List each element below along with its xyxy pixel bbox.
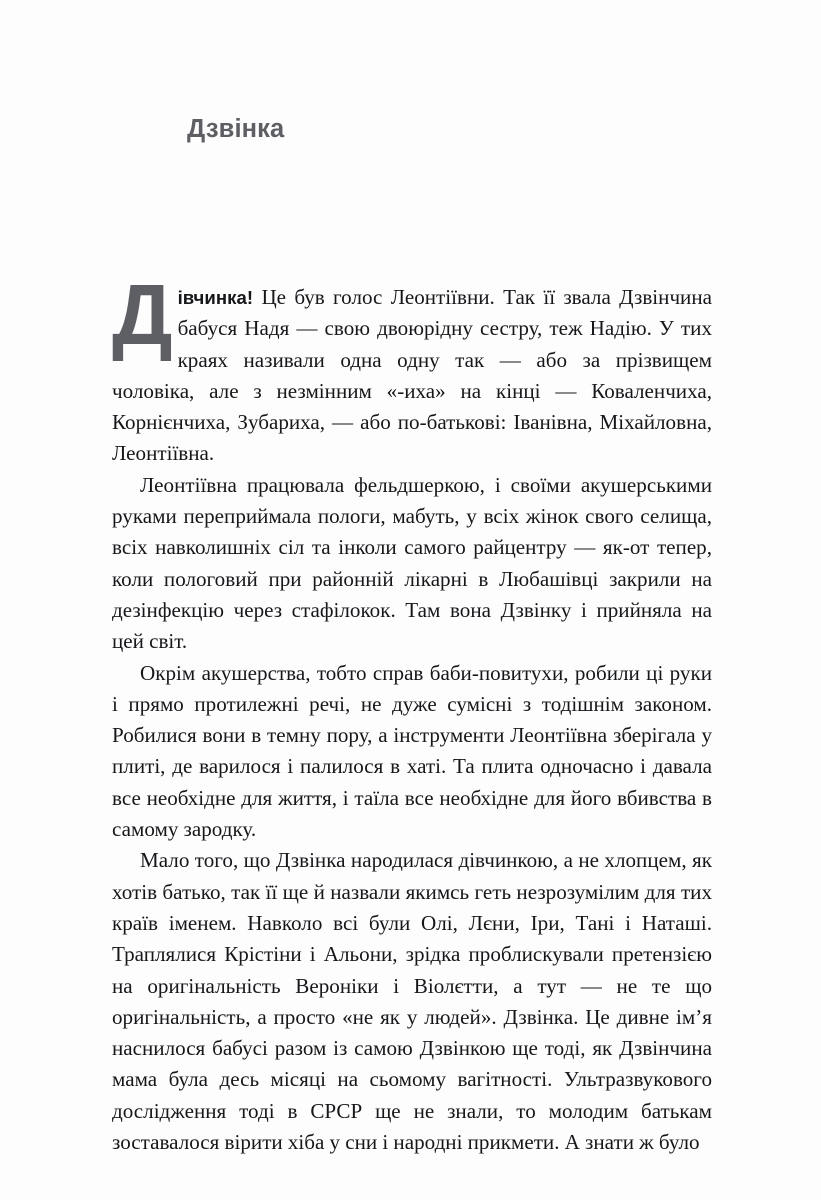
paragraph: Леонтіївна працювала фельдшеркою, і своїми акушерськими руками переприймала пологи, мабуть, у всіх жінок свого селища, всіх навколишніх сіл та інколи самого райцентру — як-от тепер, коли пологовий при районній лікарні в Любашівці закрили на дезінфекцію через стафілокок. Там вона Дзвінку і прийняла на цей світ.	[112, 472, 712, 654]
paragraph: Мало того, що Дзвінка народилася дівчинкою, а не хлопцем, як хотів батько, так її ще й назвали якимсь геть незрозумілим для тих країв іменем. Навколо всі були Олі, Лєни, Іри, Тані і Наташі. Траплялися Крістіни і Альони, зрідка проблискували претензією на оригінальність Вероніки і Віолєтти, а тут — не те що оригінальність, а просто «не як у людей». Дзвінка. Це дивне ім’я наснилося бабусі разом із самою Дзвінкою ще тоді, як Дзвінчина мама була десь місяці на сьомому вагітності. Ультразвукового дослідження тоді в СРСР ще не знали, то молодим батькам зоставалося вірити хіба у сни і народні прикмети. А знати ж було	[112, 848, 712, 1155]
drop-cap: Д	[112, 268, 173, 363]
body-text-block	[112, 268, 712, 1158]
opening-paragraph-text: Це був голос Леонтіївни. Так її звала Дзвінчина бабуся Надя — свою двоюрідну сестру, теж Надію. У тих краях називали одна одну так — або за прізвищем чоловіка, але з незмінним «-иха» на кінці — Коваленчиха, Корнієнчиха, Зубариха, — або по-батькові: Іванівна, Міхайловна, Леонтіївна.	[112, 285, 712, 466]
paragraph: Окрім акушерства, тобто справ баби-повитухи, робили ці руки і прямо протилежні речі, не дуже сумісні з тодішнім законом. Робилися вони в темну пору, а інструменти Леонтіївна зберігала у плиті, де варилося і палилося в хаті. Та плита одночасно і давала все необхідне для життя, і таїла все необхідне для його вбивства в самому зародку.	[112, 660, 712, 842]
opening-paragraph	[112, 268, 712, 470]
page-title: Дзвінка	[187, 115, 285, 144]
lead-in-text: івчинка!	[177, 287, 254, 308]
